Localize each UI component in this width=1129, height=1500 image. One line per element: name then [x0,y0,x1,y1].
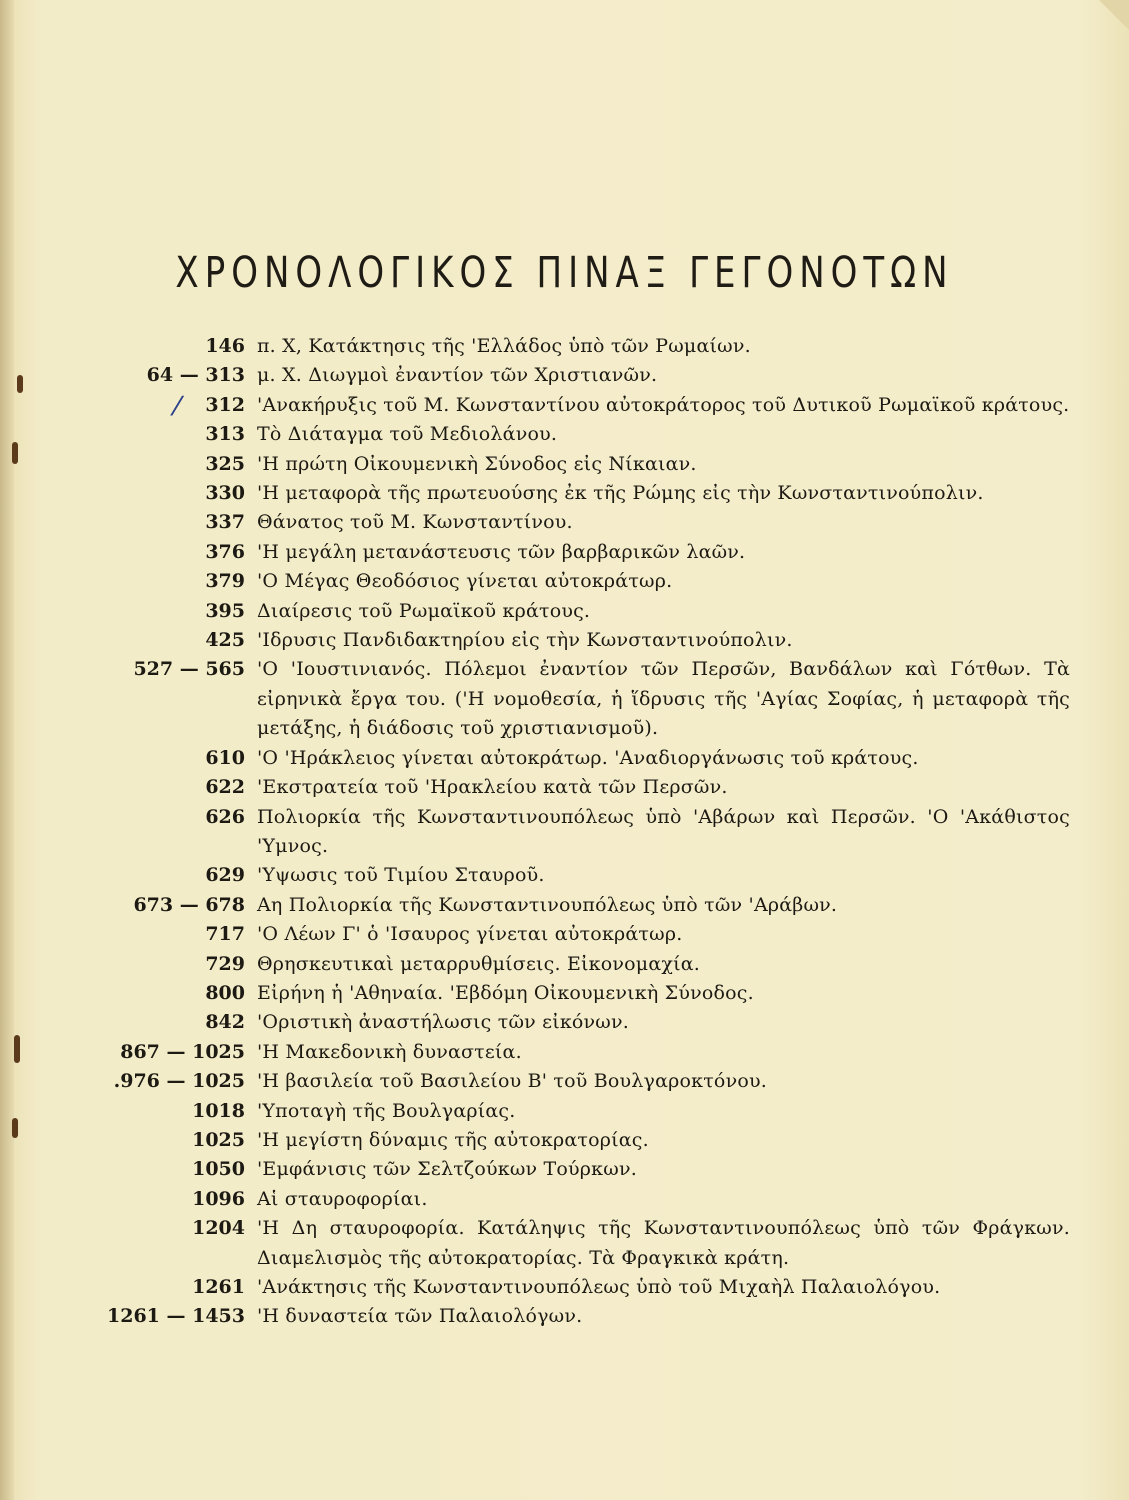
chronology-entry [90,950,1070,979]
folded-corner [1099,0,1129,30]
entry-date: 379 [205,570,245,593]
entry-text: 'Η Μακεδονικὴ δυναστεία. [257,1040,522,1063]
entry-date: 1204 [192,1217,245,1240]
entry-text: Θάνατος τοῦ Μ. Κωνσταντίνου. [257,511,573,534]
entry-text: 'Υψωσις τοῦ Τιμίου Σταυροῦ. [257,864,545,887]
chronology-entry [90,567,1070,596]
entry-date: 626 [205,805,245,828]
entry-date: 337 [205,511,245,534]
chronology-entry [90,1185,1070,1214]
entry-date: 64 — 313 [146,364,245,387]
entry-text: 'Ο 'Ηράκλειος γίνεται αὐτοκράτωρ. 'Αναδιοργάνωσις τοῦ κράτους. [257,746,919,769]
entry-text: Διαίρεσις τοῦ Ρωμαϊκοῦ κράτους. [257,599,591,622]
entry-text: 'Η μεγίστη δύναμις τῆς αὐτοκρατορίας. [257,1128,649,1151]
entry-text: π. Χ, Κατάκτησις τῆς 'Ελλάδος ὑπὸ τῶν Ρωμαίων. [257,335,751,357]
entry-date: 729 [205,952,245,975]
chronology-entry [90,803,1070,862]
entry-date: 673 — 678 [133,893,245,916]
chronology-entry [90,1126,1070,1155]
margin-stain [12,1118,18,1138]
entry-date: 622 [205,776,245,799]
entry-date: 842 [205,1011,245,1034]
entry-text: 'Η βασιλεία τοῦ Βασιλείου Β' τοῦ Βουλγαροκτόνου. [257,1070,767,1093]
entry-date: 1261 — 1453 [107,1305,245,1328]
entry-text: 'Η πρώτη Οἰκουμενικὴ Σύνοδος εἰς Νίκαιαν. [257,452,697,475]
entry-text: Αη Πολιορκία τῆς Κωνσταντινουπόλεως ὑπὸ τῶν 'Αράβων. [257,893,838,916]
entry-date: 312 [205,393,245,416]
pen-mark: ⁄ [175,392,180,422]
entry-text: Τὸ Διάταγμα τοῦ Μεδιολάνου. [257,423,558,446]
entry-text: 'Εκστρατεία τοῦ 'Ηρακλείου κατὰ τῶν Περσῶν. [257,776,728,799]
chronology-entry [90,773,1070,802]
chronology-entry [90,597,1070,626]
entry-text: μ. Χ. Διωγμοὶ ἐναντίον τῶν Χριστιανῶν. [257,364,658,387]
chronology-entry [90,979,1070,1008]
entry-date: .976 — 1025 [113,1070,245,1093]
entry-text: 'Η μεγάλη μετανάστευσις τῶν βαρβαρικῶν λαῶν. [257,540,746,563]
entry-text: 'Ο Μέγας Θεοδόσιος γίνεται αὐτοκράτωρ. [257,570,673,593]
entry-date: 330 [205,482,245,505]
chronology-entry [90,479,1070,508]
entry-date: 146 [205,335,245,357]
entry-date: 800 [205,981,245,1004]
margin-stain [17,375,23,393]
entry-date: 1018 [192,1099,245,1122]
entry-date: 1096 [192,1187,245,1210]
chronology-entry [90,332,1070,361]
chronology-entry [90,450,1070,479]
chronology-entry [90,626,1070,655]
entry-date: 1261 [192,1276,245,1298]
chronology-entry [90,1097,1070,1126]
entry-date: 527 — 565 [133,658,245,681]
entry-text: 'Ο 'Ιουστινιανός. Πόλεμοι ἐναντίον τῶν Περσῶν, Βανδάλων καὶ Γότθων. Τὰ εἰρηνικὰ ἔργα του. ('Η νομοθεσία, ἡ ἵδρυσις τῆς 'Αγίας Σοφίας, ἡ μεταφορὰ τῆς μετάξης, ἡ διάδοσις τοῦ χριστιανισμοῦ). [257,658,1070,740]
entry-text: 'Οριστικὴ ἀναστήλωσις τῶν εἰκόνων. [257,1011,629,1034]
margin-stain [12,442,18,464]
entry-text: Θρησκευτικαὶ μεταρρυθμίσεις. Εἰκονομαχία. [257,952,701,975]
chronology-entry [90,538,1070,567]
entry-text: 'Η μεταφορὰ τῆς πρωτευούσης ἐκ τῆς Ρώμης εἰς τὴν Κωνσταντινούπολιν. [257,482,984,505]
chronology-entry [90,1008,1070,1037]
chronology-entry [90,891,1070,920]
chronology-entry [90,361,1070,390]
chronology-entry [90,655,1070,743]
entry-date: 717 [205,923,245,946]
entry-date: 1050 [192,1158,245,1181]
entry-date: 395 [205,599,245,622]
entry-date: 867 — 1025 [120,1040,245,1063]
entry-date: 313 [205,423,245,446]
entry-text: 'Ανακήρυξις τοῦ Μ. Κωνσταντίνου αὐτοκράτορος τοῦ Δυτικοῦ Ρωμαϊκοῦ κράτους. [257,393,1070,416]
chronology-entry [90,861,1070,890]
chronology-entry [90,391,1070,420]
chronology-entry [90,1155,1070,1184]
entry-date: 610 [205,746,245,769]
entry-text: Αἱ σταυροφορίαι. [257,1187,428,1210]
margin-stain [14,1035,20,1063]
entry-text: 'Εμφάνισις τῶν Σελτζούκων Τούρκων. [257,1158,637,1181]
entry-text: 'Ανάκτησις τῆς Κωνσταντινουπόλεως ὑπὸ τοῦ Μιχαὴλ Παλαιολόγου. [257,1276,941,1298]
entry-text: 'Ο Λέων Γ' ὁ 'Ισαυρος γίνεται αὐτοκράτωρ. [257,923,683,946]
chronology-entry [90,1302,1070,1331]
chronology-entry [90,1038,1070,1067]
entry-date: 1025 [192,1128,245,1151]
chronology-entry [90,1067,1070,1096]
chronology-entry [90,508,1070,537]
entry-date: 376 [205,540,245,563]
chronology-entry [90,420,1070,449]
entry-date: 425 [205,629,245,652]
entry-text: Πολιορκία τῆς Κωνσταντινουπόλεως ὑπὸ 'Αβάρων καὶ Περσῶν. 'Ο 'Ακάθιστος 'Υμνος. [257,805,1070,857]
entry-date: 325 [205,452,245,475]
page-spine [0,0,14,1500]
entry-text: 'Η δυναστεία τῶν Παλαιολόγων. [257,1305,583,1328]
chronology-entry [90,1273,1070,1302]
entry-text: 'Ιδρυσις Πανδιδακτηρίου εἰς τὴν Κωνσταντινούπολιν. [257,629,793,652]
chronology-table [90,332,1070,1332]
page-title: ΧΡΟΝΟΛΟΓΙΚΟΣ ΠΙΝΑΞ ΓΕΓΟΝΟΤΩΝ [175,248,954,298]
chronology-entry [90,1214,1070,1273]
chronology-entry [90,744,1070,773]
entry-text: 'Υποταγὴ τῆς Βουλγαρίας. [257,1099,516,1122]
entry-date: 629 [205,864,245,887]
entry-text: Εἰρήνη ἡ 'Αθηναία. 'Εβδόμη Οἰκουμενικὴ Σύνοδος. [257,981,754,1004]
entry-text: 'Η Δη σταυροφορία. Κατάληψις τῆς Κωνσταντινουπόλεως ὑπὸ τῶν Φράγκων. Διαμελισμὸς τῆς αὐτοκρατορίας. Τὰ Φραγκικὰ κράτη. [257,1217,1070,1269]
chronology-entry [90,920,1070,949]
